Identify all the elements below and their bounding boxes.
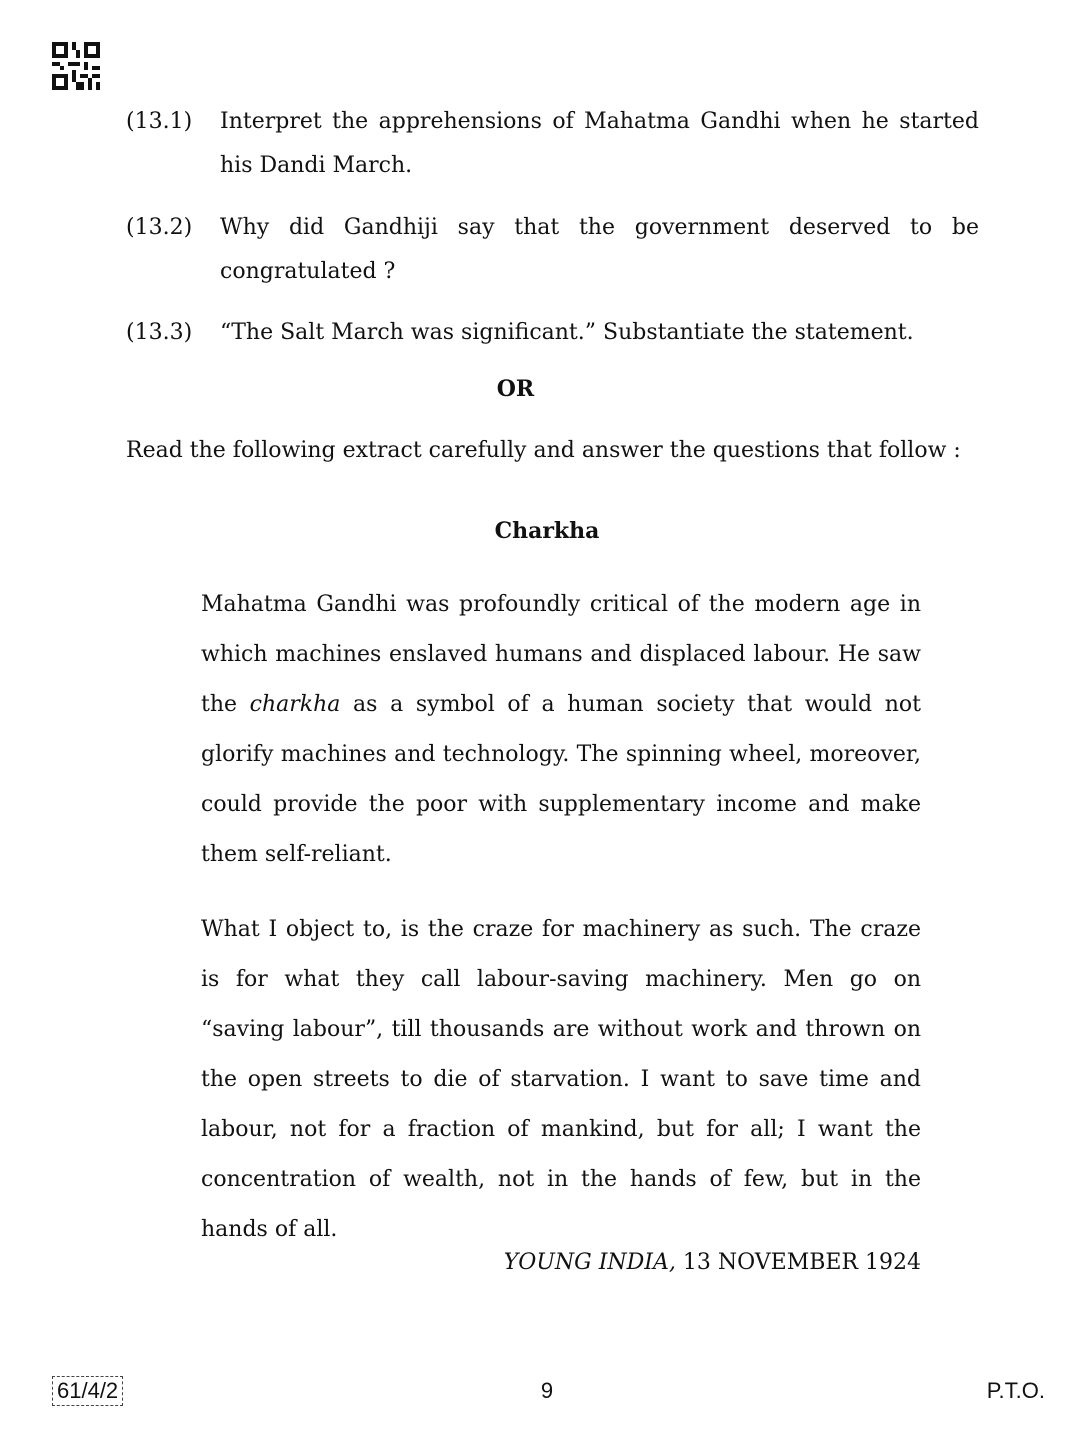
instruction-text: Read the following extract carefully and answer the questions that follow :	[126, 438, 961, 463]
extract-paragraph-1	[201, 580, 921, 880]
extract-source	[201, 1250, 921, 1275]
source-publication: YOUNG INDIA,	[503, 1250, 676, 1275]
or-separator: OR	[496, 376, 535, 402]
question-text: Interpret the apprehensions of Mahatma Gandhi when he started his Dandi March.	[220, 109, 979, 178]
paper-code: 61/4/2	[52, 1376, 123, 1406]
extract-title: Charkha	[494, 518, 600, 544]
extract-italic-term: charkha	[249, 692, 341, 717]
pto-label: P.T.O.	[986, 1378, 1045, 1403]
extract-paragraph-2: What I object to, is the craze for machinery as such. The craze is for what they call labour-saving machinery. Men go on “saving labour”, till thousands are without work and thrown on the open streets to die of starvation. I want to save time and labour, not for a fraction of mankind, but for all; I want the concentration of wealth, not in the hands of few, but in the hands of all.	[201, 917, 921, 1242]
qr-code-icon	[52, 42, 100, 90]
extract-paragraph-1-part-2: as a symbol of a human society that would not glorify machines and technology. The spinning wheel, moreover, could provide the poor with supplementary income and make them self-reliant.	[201, 692, 921, 867]
source-date: 13 NOVEMBER 1924	[682, 1250, 921, 1275]
question-number: (13.1)	[126, 109, 193, 134]
extract-paragraph-1-part-1: Mahatma Gandhi was profoundly critical of the modern age in which machines enslaved humans and displaced labour. He saw the	[201, 592, 921, 717]
question-text: “The Salt March was significant.” Substantiate the statement.	[220, 320, 914, 345]
page-number: 9	[540, 1378, 554, 1403]
question-text: Why did Gandhiji say that the government deserved to be congratulated ?	[220, 215, 979, 284]
question-number: (13.2)	[126, 215, 193, 240]
question-number: (13.3)	[126, 320, 193, 345]
